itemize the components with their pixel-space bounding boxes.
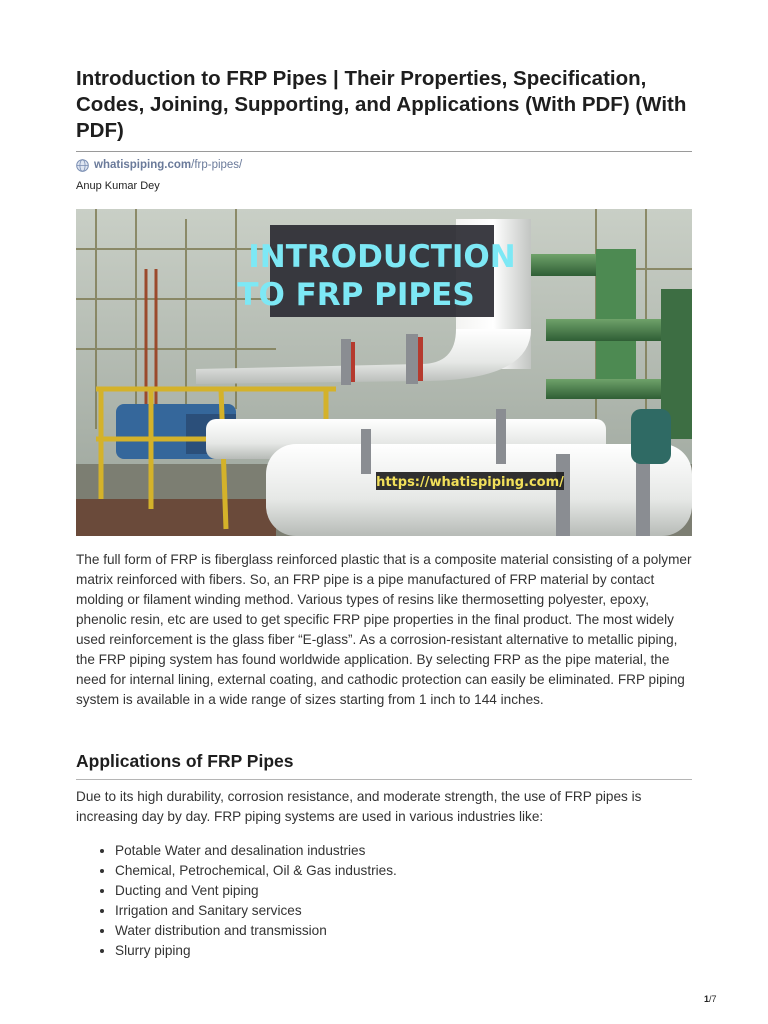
list-item: • Water distribution and transmission bbox=[115, 921, 397, 941]
hero-banner-line2: TO FRP PIPES bbox=[237, 277, 475, 313]
globe-icon bbox=[76, 159, 89, 172]
list-item: • Ducting and Vent piping bbox=[115, 881, 397, 901]
applications-intro: Due to its high durability, corrosion resistance, and moderate strength, the use of FRP pipes is increasing day by day. FRP piping systems are used in various industries like: bbox=[76, 789, 642, 824]
author-name: Anup Kumar Dey bbox=[76, 180, 160, 192]
page-number bbox=[704, 994, 717, 1004]
intro-paragraph: The full form of FRP is fiberglass reinforced plastic that is a composite material consisting of a polymer matrix reinforced with fibers. So, an FRP pipe is a pipe manufactured of FRP material by contact molding or filament winding method. Various types of resins like thermosetting polyester, epoxy, phenolic resin, etc are used to get specific FRP pipe properties in the final product. The most widely used reinforcement is the glass fiber “E-glass”. As a corrosion-resistant alternative to metallic piping, the FRP piping system has found worldwide application. By selecting FRP as the pipe material, the need for internal lining, external coating, and cathodic protection can easily be eliminated. FRP piping system is available in a wide range of sizes starting from 1 inch to 144 inches. bbox=[76, 552, 692, 707]
list-item: • Slurry piping bbox=[115, 941, 397, 961]
hero-banner-line1: INTRODUCTION bbox=[248, 239, 516, 275]
title-divider bbox=[76, 151, 692, 152]
source-domain: whatispiping.com bbox=[94, 159, 192, 171]
page-current: 1 bbox=[704, 994, 710, 1004]
hero-watermark: https://whatispiping.com/ bbox=[376, 475, 564, 490]
section-divider bbox=[76, 779, 692, 780]
list-item: • Potable Water and desalination industries bbox=[115, 841, 397, 861]
section-heading-applications: Applications of FRP Pipes bbox=[76, 751, 294, 771]
source-link[interactable] bbox=[76, 157, 242, 173]
source-path: /frp-pipes/ bbox=[191, 159, 243, 171]
page-title: Introduction to FRP Pipes | Their Properties, Specification, Codes, Joining, Supporting, and Applications (With PDF) (With PDF) bbox=[76, 67, 687, 142]
hero-image bbox=[76, 209, 692, 536]
applications-list bbox=[76, 841, 397, 961]
list-item: • Chemical, Petrochemical, Oil & Gas industries. bbox=[115, 861, 397, 881]
list-item: • Irrigation and Sanitary services bbox=[115, 901, 397, 921]
page-total: /7 bbox=[709, 994, 717, 1004]
